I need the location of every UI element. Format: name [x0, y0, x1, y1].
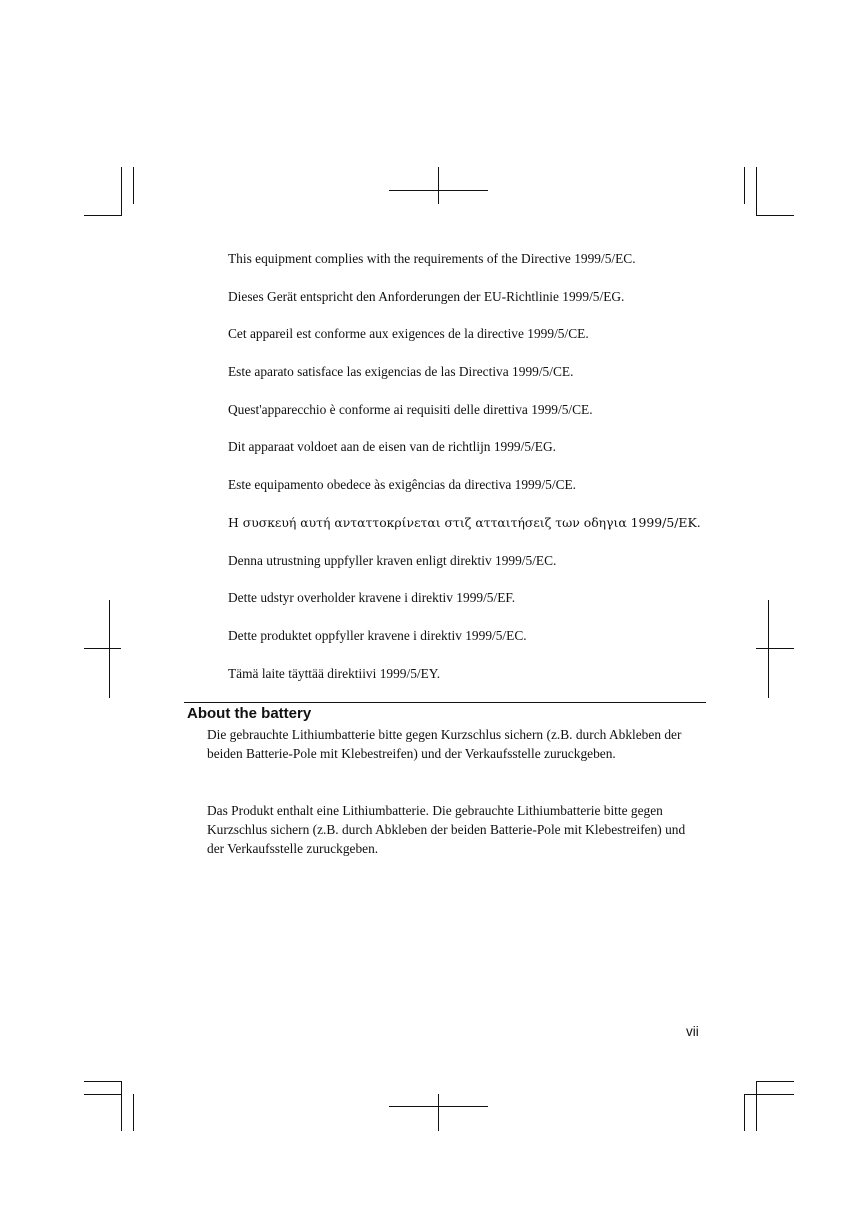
crop-mark-mid-left-v [109, 600, 110, 698]
crop-mark-top-right-h [756, 215, 794, 216]
crop-mark-bottom-left-h1 [84, 1081, 122, 1082]
crop-mark-top-left-h [84, 215, 122, 216]
crop-mark-mid-right-h [756, 648, 794, 649]
crop-mark-bottom-right-v1 [744, 1094, 745, 1131]
crop-mark-bottom-right-v2 [756, 1081, 757, 1131]
crop-mark-mid-right-v [768, 600, 769, 698]
crop-mark-top-right-v1 [744, 167, 745, 204]
compliance-statement-dutch: Dit apparaat voldoet aan de eisen van de richtlijn 1999/5/EG. [228, 439, 556, 455]
section-divider [184, 702, 706, 703]
crop-mark-top-left-v1 [121, 167, 122, 216]
crop-mark-top-center-v [438, 167, 439, 204]
compliance-statement-danish: Dette udstyr overholder kravene i direktiv 1999/5/EF. [228, 590, 516, 606]
crop-mark-bottom-left-h2 [84, 1094, 122, 1095]
crop-mark-bottom-left-v2 [133, 1094, 134, 1131]
compliance-statement-list [228, 250, 748, 702]
compliance-statement-portuguese: Este equipamento obedece às exigências da directiva 1999/5/CE. [228, 477, 577, 493]
compliance-statement-norwegian: Dette produktet oppfyller kravene i direktiv 1999/5/EC. [228, 627, 527, 643]
crop-mark-bottom-right-h2 [744, 1094, 794, 1095]
compliance-statement-finnish: Tämä laite täyttää direktiivi 1999/5/EY. [228, 665, 441, 681]
compliance-statement-german: Dieses Gerät entspricht den Anforderungen der EU-Richtlinie 1999/5/EG. [228, 288, 625, 304]
compliance-statement-swedish: Denna utrustning uppfyller kraven enligt direktiv 1999/5/EC. [228, 552, 557, 568]
page-number: vii [686, 1024, 699, 1039]
compliance-statement-italian: Quest'apparecchio è conforme ai requisiti delle direttiva 1999/5/CE. [228, 401, 593, 417]
crop-mark-bottom-left-v1 [121, 1081, 122, 1131]
compliance-statement-french: Cet appareil est conforme aux exigences de la directive 1999/5/CE. [228, 326, 589, 342]
crop-mark-bottom-right-h1 [756, 1081, 794, 1082]
crop-mark-top-left-v2 [133, 167, 134, 204]
compliance-statement-greek: Η συσκευή αυτή ανταττοκρίνεται στιζ ατταιτήσειζ των οδηγια 1999/5/EK. [228, 514, 701, 530]
crop-mark-mid-left-h [84, 648, 121, 649]
crop-mark-bottom-center-v [438, 1094, 439, 1131]
compliance-statement-english: This equipment complies with the requirements of the Directive 1999/5/EC. [228, 251, 636, 266]
compliance-statement-spanish: Este aparato satisface las exigencias de las Directiva 1999/5/CE. [228, 364, 574, 380]
crop-mark-top-right-v2 [756, 167, 757, 216]
battery-paragraph: Das Produkt enthalt eine Lithiumbatterie. Die gebrauchte Lithiumbatterie bitte gegen Kurzschlus sichern (z.B. durch Abkleben der beiden Batterie-Pole mit Klebestreifen) und der Verkaufsstelle zuruckgeben. [207, 803, 686, 856]
section-title-battery: About the battery [187, 705, 312, 722]
battery-paragraph: Die gebrauchte Lithiumbatterie bitte gegen Kurzschlus sichern (z.B. durch Abkleben der beiden Batterie-Pole mit Klebestreifen) und der Verkaufsstelle zuruckgeben. [207, 727, 682, 761]
